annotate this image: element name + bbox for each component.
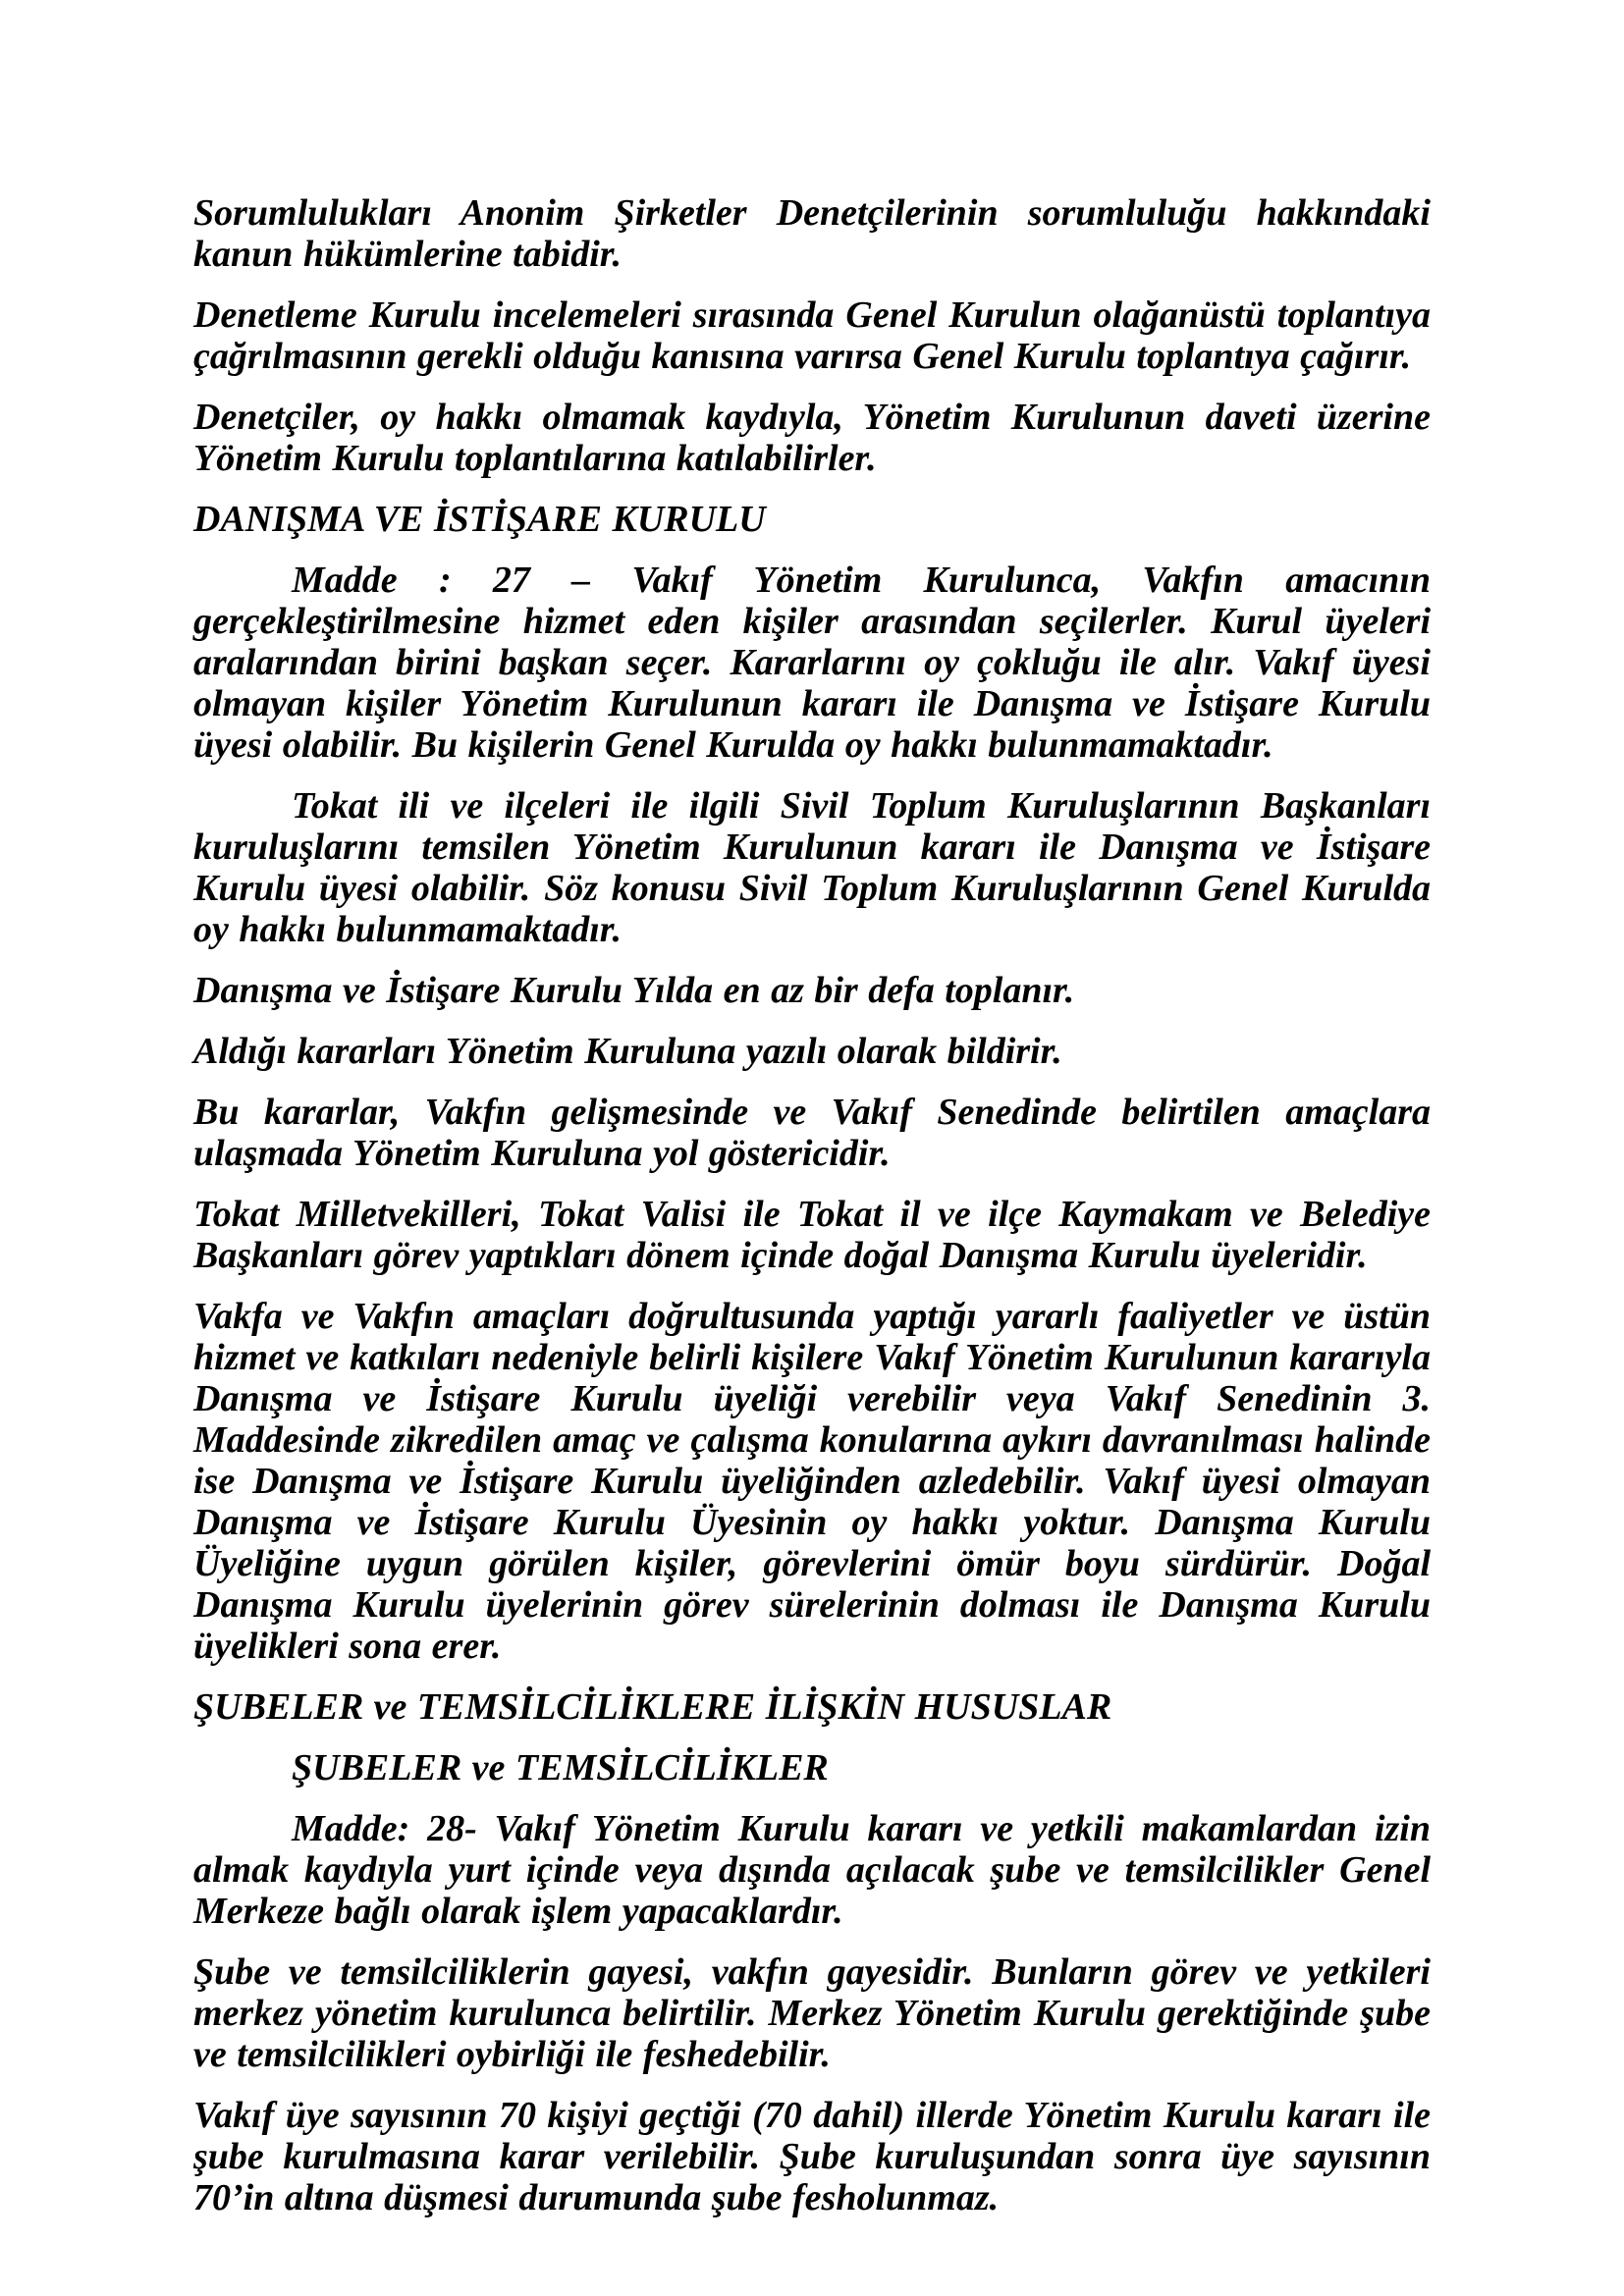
paragraph-denetleme-kurulu: Denetleme Kurulu incelemeleri sırasında Genel Kurulun olağanüstü toplantıya çağrılmasının gerekli olduğu kanısına varırsa Genel Kurulu toplantıya çağırır. — [193, 294, 1431, 377]
paragraph-vakfa-ve-vakfin-amaclari: Vakfa ve Vakfın amaçları doğrultusunda yaptığı yararlı faaliyetler ve üstün hizmet ve katkıları nedeniyle belirli kişilere Vakıf Yönetim Kurulunun kararıyla Danışma ve İstişare Kurulu üyeliği verebilir veya Vakıf Senedinin 3. Maddesinde zikredilen amaç ve çalışma konularına aykırı davranılması halinde ise Danışma ve İstişare Kurulu üyeliğinden azledebilir. Vakıf üyesi olmayan Danışma ve İstişare Kurulu Üyesinin oy hakkı yoktur. Danışma Kurulu Üyeliğine uygun görülen kişiler, görevlerini ömür boyu sürdürür. Doğal Danışma Kurulu üyelerinin görev sürelerinin dolması ile Danışma Kurulu üyelikleri sona erer. — [193, 1296, 1431, 1667]
heading-subeler-iliskin-hususlar: ŞUBELER ve TEMSİLCİLİKLERE İLİŞKİN HUSUSLAR — [193, 1686, 1112, 1728]
heading-subeler-ve-temsilcilikler: ŞUBELER ve TEMSİLCİLİKLER — [292, 1747, 829, 1789]
paragraph-sorumluluklari: Sorumlulukları Anonim Şirketler Denetçilerinin sorumluluğu hakkındaki kanun hükümlerine tabidir. — [193, 192, 1431, 275]
paragraph-sube-gayesi: Şube ve temsilciliklerin gayesi, vakfın gayesidir. Bunların görev ve yetkileri merkez yönetim kurulunca belirtilir. Merkez Yönetim Kurulu gerektiğinde şube ve temsilcilikleri oybirliği ile feshedebilir. — [193, 1951, 1431, 2075]
paragraph-kurul-toplanma: Danışma ve İstişare Kurulu Yılda en az bir defa toplanır. — [193, 970, 1075, 1011]
paragraph-tokat-ili-stk: Tokat ili ve ilçeleri ile ilgili Sivil Toplum Kuruluşlarının Başkanları kuruluşlarını temsilen Yönetim Kurulunun kararı ile Danışma ve İstişare Kurulu üyesi olabilir. Söz konusu Sivil Toplum Kuruluşlarının Genel Kurulda oy hakkı bulunmamaktadır. — [193, 785, 1431, 950]
paragraph-aldigi-kararlari: Aldığı kararları Yönetim Kuruluna yazılı olarak bildirir. — [193, 1031, 1062, 1072]
paragraph-denetciler: Denetçiler, oy hakkı olmamak kaydıyla, Yönetim Kurulunun daveti üzerine Yönetim Kurulu toplantılarına katılabilirler. — [193, 397, 1431, 479]
paragraph-madde-27: Madde : 27 – Vakıf Yönetim Kurulunca, Vakfın amacının gerçekleştirilmesine hizmet eden kişiler arasından seçilerler. Kurul üyeleri aralarından birini başkan seçer. Kararlarını oy çokluğu ile alır. Vakıf üyesi olmayan kişiler Yönetim Kurulunun kararı ile Danışma ve İstişare Kurulu üyesi olabilir. Bu kişilerin Genel Kurulda oy hakkı bulunmamaktadır. — [193, 560, 1431, 766]
paragraph-madde-28: Madde: 28- Vakıf Yönetim Kurulu kararı ve yetkili makamlardan izin almak kaydıyla yurt içinde veya dışında açılacak şube ve temsilcilikler Genel Merkeze bağlı olarak işlem yapacaklardır. — [193, 1808, 1431, 1932]
heading-danisma-ve-istisare-kurulu: DANIŞMA VE İSTİŞARE KURULU — [193, 499, 766, 540]
paragraph-tokat-milletvekilleri: Tokat Milletvekilleri, Tokat Valisi ile Tokat il ve ilçe Kaymakam ve Belediye Başkanları görev yaptıkları dönem içinde doğal Danışma Kurulu üyeleridir. — [193, 1194, 1431, 1276]
paragraph-bu-kararlar: Bu kararlar, Vakfın gelişmesinde ve Vakıf Senedinde belirtilen amaçlara ulaşmada Yönetim Kuruluna yol göstericidir. — [193, 1092, 1431, 1174]
paragraph-vakif-uye-sayisi: Vakıf üye sayısının 70 kişiyi geçtiği (70 dahil) illerde Yönetim Kurulu kararı ile şube kurulmasına karar verilebilir. Şube kuruluşundan sonra üye sayısının 70’in altına düşmesi durumunda şube fesholunmaz. — [193, 2095, 1431, 2218]
